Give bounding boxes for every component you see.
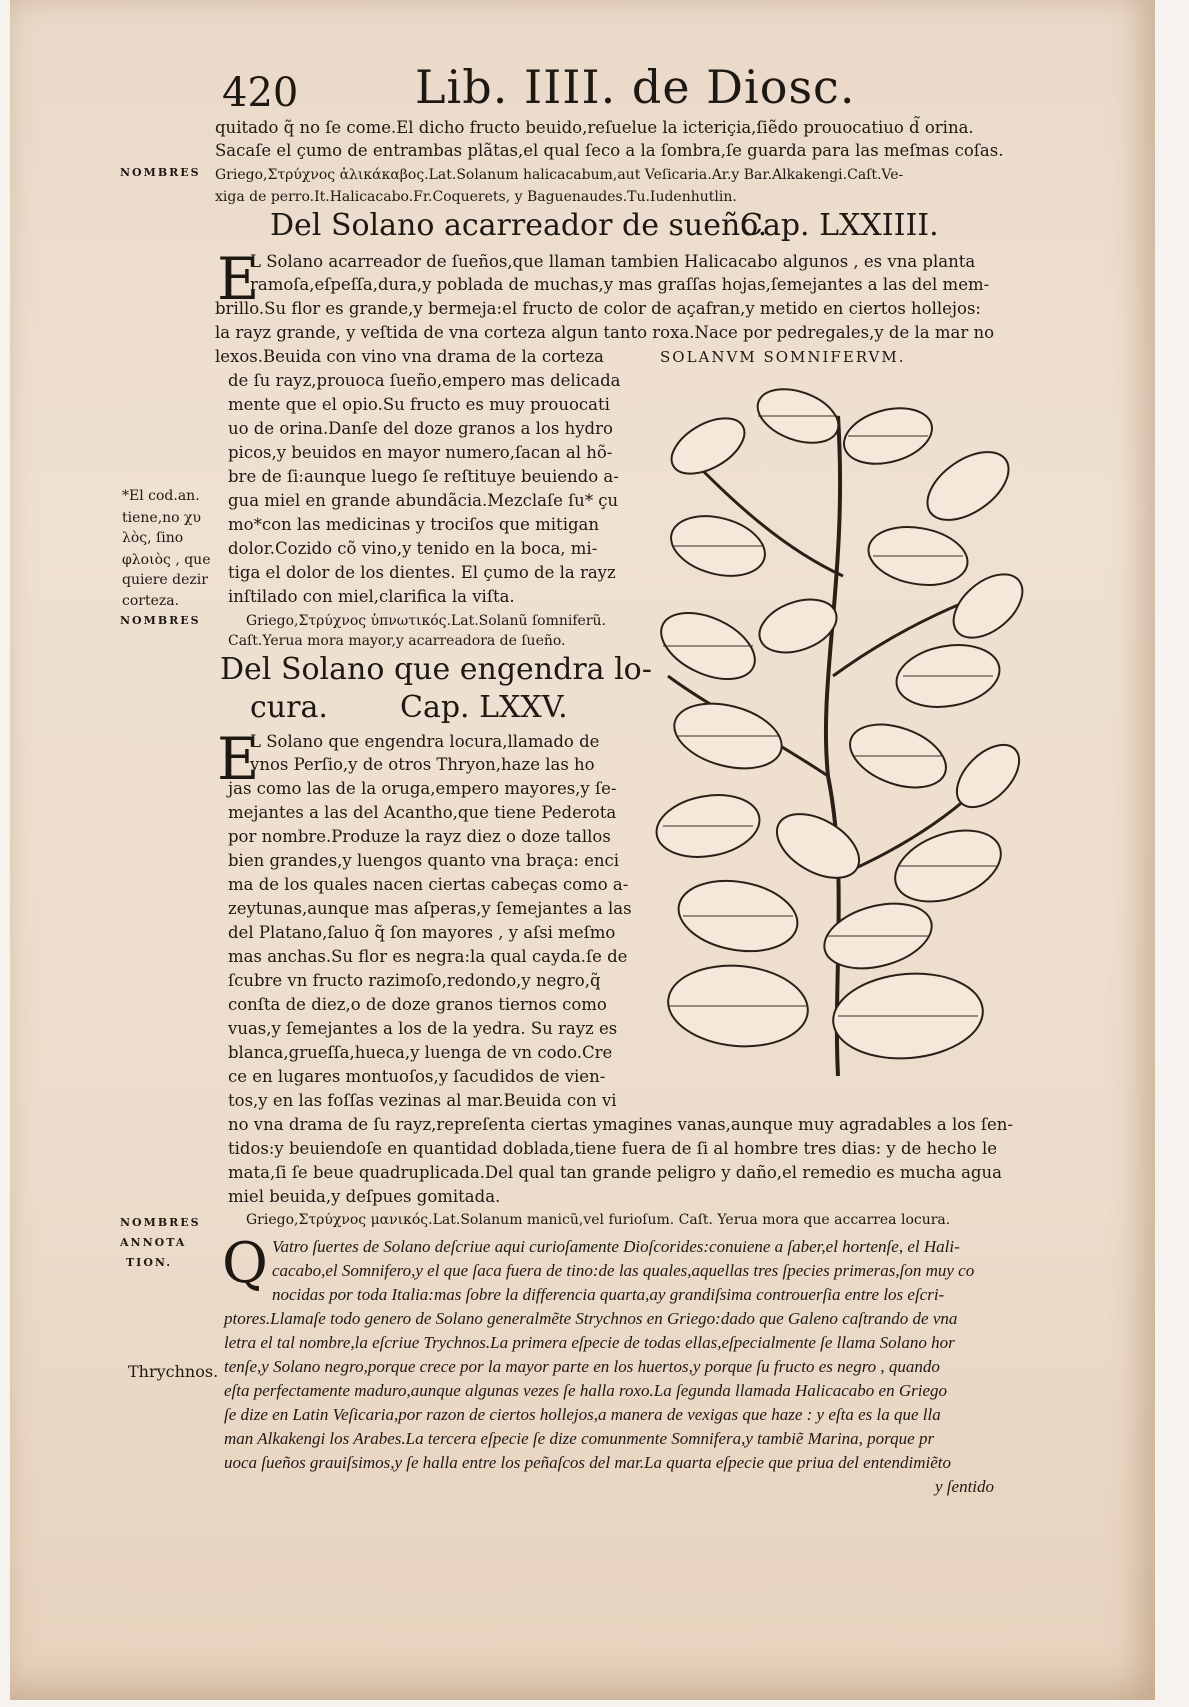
plant-woodcut-illustration (648, 376, 1028, 1091)
intro-line: Sacaſe el çumo de entrambas plãtas,el qual ſeco a la ſombra,ſe guarda para las meſmas coſas. (215, 141, 1004, 160)
names-line: Griego,Στρύχνος μανικός.Lat.Solanum manicũ,vel furioſum. Caſt. Yerua mora que accarrea locura. (246, 1212, 951, 1228)
names-line: Griego,Στρύχνος ὑπνωτικός.Lat.Solanũ ſomniferũ. (246, 613, 606, 629)
text-line: vuas,y ſemejantes a los de la yedra. Su rayz es (228, 1019, 618, 1038)
names-line: Caſt.Yerua mora mayor,y acarreadora de ſueño. (228, 633, 566, 649)
text-line: por nombre.Produze la rayz diez o doze tallos (228, 827, 611, 846)
text-line: miel beuida,y deſpues gomitada. (228, 1187, 501, 1206)
drop-initial: E (217, 725, 260, 793)
text-line: zeytunas,aunque mas aſperas,y ſemejantes a las (228, 899, 632, 918)
page-number: 420 (222, 70, 299, 116)
book-page (10, 0, 1155, 1700)
annotation-line: cacabo,el Somnifero,y el que ſaca fuera de tino:de las quales,aquellas tres ſpecies primeras,ſon muy co (272, 1261, 975, 1280)
margin-annotation: TION. (126, 1256, 173, 1269)
text-line: mata,ſi ſe beue quadruplicada.Del qual tan grande peligro y daño,el remedio es mucha agua (228, 1163, 1002, 1182)
text-line: bre de ſi:aunque luego ſe reſtituye beuiendo a- (228, 467, 619, 486)
annotation-line: tenſe,y Solano negro,porque crece por la mayor parte en los huertos,y porque ſu fructo es negro , quando (224, 1357, 940, 1376)
margin-note-line: φλοιὸς , que (122, 552, 211, 568)
annotation-line: nocidas por toda Italia:mas ſobre la differencia quarta,ay grandiſsima controuerſia entre los eſcri- (272, 1285, 945, 1304)
annotation-line: letra el tal nombre,la eſcriue Trychnos.La primera eſpecie de todas ellas,eſpecialmente ſe llama Solano hor (224, 1333, 955, 1352)
text-line: del Platano,ſaluo q̃ ſon mayores , y aſsi meſmo (228, 923, 616, 942)
text-line: bien grandes,y luengos quanto vna braça: enci (228, 851, 620, 870)
annotation-line: Vatro ſuertes de Solano deſcriue aqui curioſamente Dioſcorides:conuiene a ſaber,el hortenſe, el Hali- (272, 1237, 960, 1256)
text-line: inſtilado con miel,clarifica la viſta. (228, 587, 515, 606)
chapter-number: Cap. LXXIIII. (740, 208, 939, 243)
text-line: ma de los quales nacen ciertas cabeças como a- (228, 875, 629, 894)
figure-caption: SOLANVM SOMNIFERVM. (660, 348, 906, 366)
text-line: L Solano acarreador de ſueños,que llaman tambien Halicacabo algunos , es vna planta (250, 252, 976, 271)
text-line: ce en lugares montuoſos,y ſacudidos de vien- (228, 1067, 606, 1086)
annotation-line: ptores.Llamaſe todo genero de Solano generalmẽte Strychnos en Griego:dado que Galeno caſtrando de vna (224, 1309, 958, 1328)
text-line: ſcubre vn fructo razimoſo,redondo,y negro,q̃ (228, 971, 601, 990)
annotation-line: man Alkakengi los Arabes.La tercera eſpecie ſe dize comunmente Somnifera,y tambiẽ Marina, porque pr (224, 1429, 935, 1448)
margin-annotation: ANNOTA (120, 1236, 187, 1249)
margin-note-line: corteza. (122, 593, 180, 609)
text-line: jas como las de la oruga,empero mayores,y ſe- (228, 779, 617, 798)
annotation-line: y ſentido (935, 1477, 995, 1496)
text-line: no vna drama de ſu rayz,repreſenta ciertas ymagines vanas,aunque muy agradables a los ſen- (228, 1115, 1013, 1134)
text-line: uo de orina.Danſe del doze granos a los hydro (228, 419, 613, 438)
chapter-title: Del Solano que engendra lo- (220, 652, 652, 687)
intro-line: xiga de perro.It.Halicacabo.Fr.Coquerets, y Baguenaudes.Tu.Iudenhutlin. (215, 189, 737, 205)
annotation-line: eſta perfectamente maduro,aunque algunas vezes ſe halla roxo.La ſegunda llamada Halicacabo en Griego (224, 1381, 948, 1400)
chapter-title-cont: cura. (250, 690, 328, 725)
text-line: la rayz grande, y veſtida de vna corteza algun tanto roxa.Nace por pedregales,y de la mar no (215, 323, 995, 342)
margin-thrychnos: Thrychnos. (128, 1362, 219, 1381)
text-line: mo*con las medicinas y trociſos que mitigan (228, 515, 599, 534)
chapter-title: Del Solano acarreador de sueño. (270, 208, 768, 243)
text-line: tos,y en las foſſas vezinas al mar.Beuida con vi (228, 1091, 617, 1110)
text-line: lexos.Beuida con vino vna drama de la corteza (215, 347, 604, 366)
text-line: mente que el opio.Su fructo es muy prouocati (228, 395, 610, 414)
text-line: tiga el dolor de los dientes. El çumo de la rayz (228, 563, 616, 582)
text-line: ramoſa,eſpeſſa,dura,y poblada de muchas,y mas graſſas hojas,ſemejantes a las del mem- (250, 275, 990, 294)
margin-note-line: *El cod.an. (122, 488, 200, 504)
text-line: mejantes a las del Acantho,que tiene Pederota (228, 803, 617, 822)
text-line: tidos:y beuiendoſe en quantidad doblada,tiene fuera de ſi al hombre tres dias: y de hecho le (228, 1139, 998, 1158)
intro-line: quitado q̃ no ſe come.El dicho fructo beuido,reſuelue la icteriçia,ſiẽdo prouocatiuo d̃ orina. (215, 118, 974, 137)
margin-note-line: λὸς, ſino (122, 530, 184, 546)
text-line: conſta de diez,o de doze granos tiernos como (228, 995, 607, 1014)
annotation-line: uoca ſueños grauiſsimos,y ſe halla entre los peñaſcos del mar.La quarta eſpecie que priua del entendimiẽto (224, 1453, 951, 1472)
text-line: dolor.Cozido cõ vino,y tenido en la boca, mi- (228, 539, 598, 558)
drop-initial: E (217, 245, 260, 313)
annotation-line: ſe dize en Latin Veſicaria,por razon de ciertos hollejos,a manera de vexigas que haze : y eſta es la que lla (224, 1405, 941, 1424)
text-line: L Solano que engendra locura,llamado de (250, 732, 600, 751)
text-line: de ſu rayz,prouoca ſueño,empero mas delicada (228, 371, 621, 390)
text-line: gua miel en grande abundãcia.Mezclaſe ſu* çu (228, 491, 619, 510)
chapter-number: Cap. LXXV. (400, 690, 568, 725)
text-line: brillo.Su flor es grande,y bermeja:el fructo de color de açafran,y metido en ciertos hollejos: (215, 299, 981, 318)
margin-note-line: quiere dezir (122, 572, 208, 588)
margin-note-line: tiene,no χυ (122, 510, 202, 526)
margin-nombres: NOMBRES (120, 614, 201, 627)
running-title: Lib. IIII. de Diosc. (415, 60, 856, 114)
margin-nombres: NOMBRES (120, 1216, 201, 1229)
text-line: vnos Perſio,y de otros Thryon,haze las ho (250, 755, 595, 774)
intro-line: Griego,Στρύχνος ἁλικάκαβος.Lat.Solanum halicacabum,aut Veſicaria.Ar.y Bar.Alkakengi.Caſt.Ve- (215, 167, 904, 183)
text-line: blanca,grueſſa,hueca,y luenga de vn codo.Cre (228, 1043, 613, 1062)
text-line: picos,y beuidos en mayor numero,ſacan al hõ- (228, 443, 613, 462)
drop-initial: Q (222, 1231, 268, 1296)
text-line: mas anchas.Su flor es negra:la qual cayda.ſe de (228, 947, 628, 966)
margin-nombres: NOMBRES (120, 166, 201, 179)
